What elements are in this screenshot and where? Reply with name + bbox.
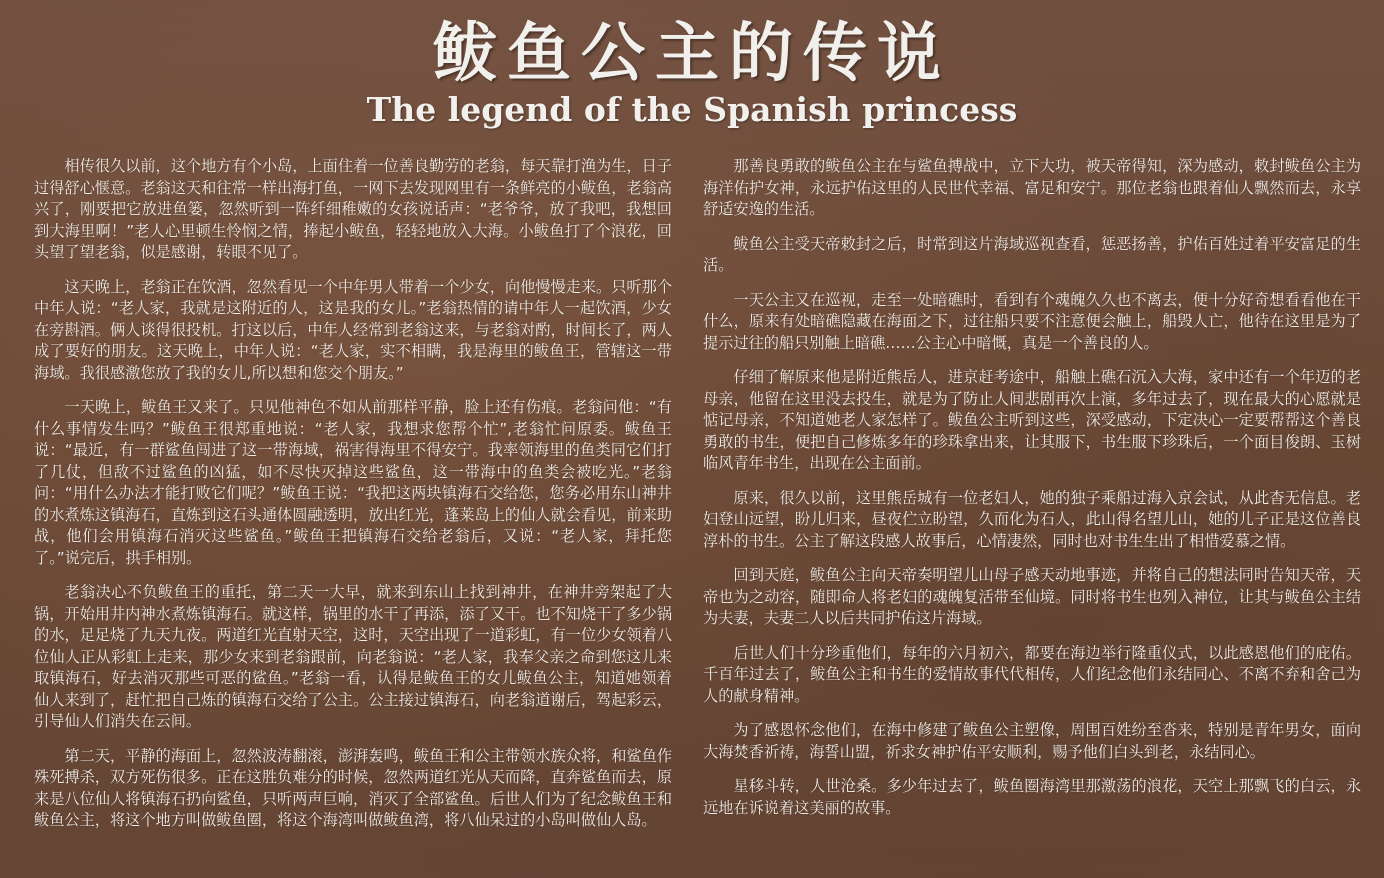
paragraph: 一天公主又在巡视，走至一处暗礁时，看到有个魂魄久久也不离去，便十分好奇想看看他在干什么，原来有处暗礁隐藏在海面之下，过往船只要不注意便会触上，船毁人亡，他待在这里是为了提示过往的船只别触上暗礁……公主心中暗慨，真是一个善良的人。 — [703, 290, 1361, 352]
english-title: The legend of the Spanish princess — [366, 90, 1018, 129]
paragraph: 为了感恩怀念他们，在海中修建了鲅鱼公主塑像，周围百姓纷至沓来，特别是青年男女，面向大海焚香祈祷，海誓山盟，祈求女神护佑平安顺利，赐予他们白头到老，永结同心。 — [703, 721, 1361, 761]
paragraph: 一天晚上，鲅鱼王又来了。只见他神色不如从前那样平静，脸上还有伤痕。老翁问他：“有什么事情发生吗？”鲅鱼王很郑重地说：“老人家，我想求您帮个忙”,老翁忙问原委。鲅鱼王说：“最近，有一群鲨鱼闯进了这一带海域，祸害得海里不得安宁。我率领海里的鱼类同它们打了几仗，但敌不过鲨鱼的凶猛，如不尽快灭掉这些鲨鱼，这一带海中的鱼类会被吃光。”老翁问：“用什么办法才能打败它们呢？”鲅鱼王说：“我把这两块镇海石交给您，您务必用东山神井的水煮炼这镇海石，直炼到这石头通体圆融透明，放出红光，蓬莱岛上的仙人就会看见，前来助战，他们会用镇海石消灭这些鲨鱼。”鲅鱼王把镇海石交给老翁后，又说：“老人家，拜托您了。”说完后，拱手相别。 — [34, 398, 672, 567]
paragraph: 后世人们十分珍重他们，每年的六月初六，都要在海边举行隆重仪式，以此感恩他们的庇佑。千百年过去了，鲅鱼公主和书生的爱情故事代代相传，人们纪念他们永结同心、不离不弃和舍己为人的献身精神。 — [703, 643, 1361, 705]
paragraph: 老翁决心不负鲅鱼王的重托，第二天一大早，就来到东山上找到神井，在神井旁架起了大锅，开始用井内神水煮炼镇海石。就这样，锅里的水干了再添，添了又干。也不知烧干了多少锅的水，足足烧了九天九夜。两道红光直射天空，这时，天空出现了一道彩虹，有一位少女领着八位仙人正从彩虹上走来，那少女来到老翁跟前，向老翁说：“老人家，我奉父亲之命到您这儿来取镇海石，好去消灭那些可恶的鲨鱼。”老翁一看，认得是鲅鱼王的女儿鲅鱼公主，知道她领着仙人来到了，赶忙把自己炼的镇海石交给了公主。公主接过镇海石，向老翁道谢后，驾起彩云，引导仙人们消失在云间。 — [34, 583, 672, 730]
paragraph: 这天晚上，老翁正在饮酒，忽然看见一个中年男人带着一个少女，向他慢慢走来。只听那个中年人说：“老人家，我就是这附近的人，这是我的女儿。”老翁热情的请中年人一起饮酒，少女在旁斟酒。俩人谈得很投机。打这以后，中年人经常到老翁这来，与老翁对酌，时间长了，两人成了要好的朋友。这天晚上，中年人说：“老人家，实不相瞒，我是海里的鲅鱼王，管辖这一带海域。我很感激您放了我的女儿,所以想和您交个朋友。” — [34, 277, 672, 382]
right-text-column — [703, 156, 1361, 832]
paragraph: 鲅鱼公主受天帝敕封之后，时常到这片海域巡视查看，惩恶扬善，护佑百姓过着平安富足的生活。 — [703, 234, 1361, 274]
paragraph: 那善良勇敢的鲅鱼公主在与鲨鱼搏战中，立下大功，被天帝得知，深为感动，敕封鲅鱼公主为海洋佑护女神，永远护佑这里的人民世代幸福、富足和安宁。那位老翁也跟着仙人飘然而去，永享舒适安逸的生活。 — [703, 157, 1361, 218]
left-text-column — [34, 156, 672, 845]
paragraph: 回到天庭，鲅鱼公主向天帝奏明望儿山母子感天动地事迹，并将自己的想法同时告知天帝，天帝也为之动容，随即命人将老妇的魂魄复活带至仙境。同时将书生也列入神位，让其与鲅鱼公主结为夫妻，夫妻二人以后共同护佑这片海域。 — [703, 566, 1361, 627]
paragraph: 相传很久以前，这个地方有个小岛，上面住着一位善良勤劳的老翁，每天靠打渔为生，日子过得舒心惬意。老翁这天和往常一样出海打鱼，一网下去发现网里有一条鲜亮的小鲅鱼，老翁高兴了，刚要把它放进鱼篓，忽然听到一阵纤细稚嫩的女孩说话声：“老爷爷，放了我吧，我想回到大海里啊！”老人心里顿生怜悯之情，捧起小鲅鱼，轻轻地放入大海。小鲅鱼打了个浪花，回头望了望老翁，似是感谢，转眼不见了。 — [34, 157, 672, 261]
paragraph: 第二天，平静的海面上，忽然波涛翻滚，澎湃轰鸣，鲅鱼王和公主带领水族众将，和鲨鱼作殊死搏杀，双方死伤很多。正在这胜负难分的时候，忽然两道红光从天而降，直奔鲨鱼而去，原来是八位仙人将镇海石扔向鲨鱼，只听两声巨响，消灭了全部鲨鱼。后世人们为了纪念鲅鱼王和鲅鱼公主，将这个地方叫做鲅鱼圈，将这个海湾叫做鲅鱼湾，将八仙呆过的小岛叫做仙人岛。 — [34, 746, 672, 829]
chinese-title: 鲅鱼公主的传说 — [433, 17, 951, 91]
paragraph: 星移斗转，人世沧桑。多少年过去了，鲅鱼圈海湾里那激荡的浪花，天空上那飘飞的白云，永远地在诉说着这美丽的故事。 — [703, 777, 1361, 817]
paragraph: 仔细了解原来他是附近熊岳人，进京赶考途中，船触上礁石沉入大海，家中还有一个年迈的老母亲，他留在这里没去投生，就是为了防止人间悲剧再次上演，多年过去了，现在最大的心愿就是惦记母亲，不知道她老人家怎样了。鲅鱼公主听到这些，深受感动，下定决心一定要帮帮这个善良勇敢的书生，便把自己修炼多年的珍珠拿出来，让其服下，书生服下珍珠后，一个面目俊朗、玉树临风青年书生，出现在公主面前。 — [703, 368, 1361, 472]
paragraph: 原来，很久以前，这里熊岳城有一位老妇人，她的独子乘船过海入京会试，从此杳无信息。老妇登山远望，盼儿归来，昼夜伫立盼望，久而化为石人，此山得名望儿山，她的儿子正是这位善良淳朴的书生。公主了解这段感人故事后，心情凄然，同时也对书生生出了相惜爱慕之情。 — [703, 488, 1361, 550]
